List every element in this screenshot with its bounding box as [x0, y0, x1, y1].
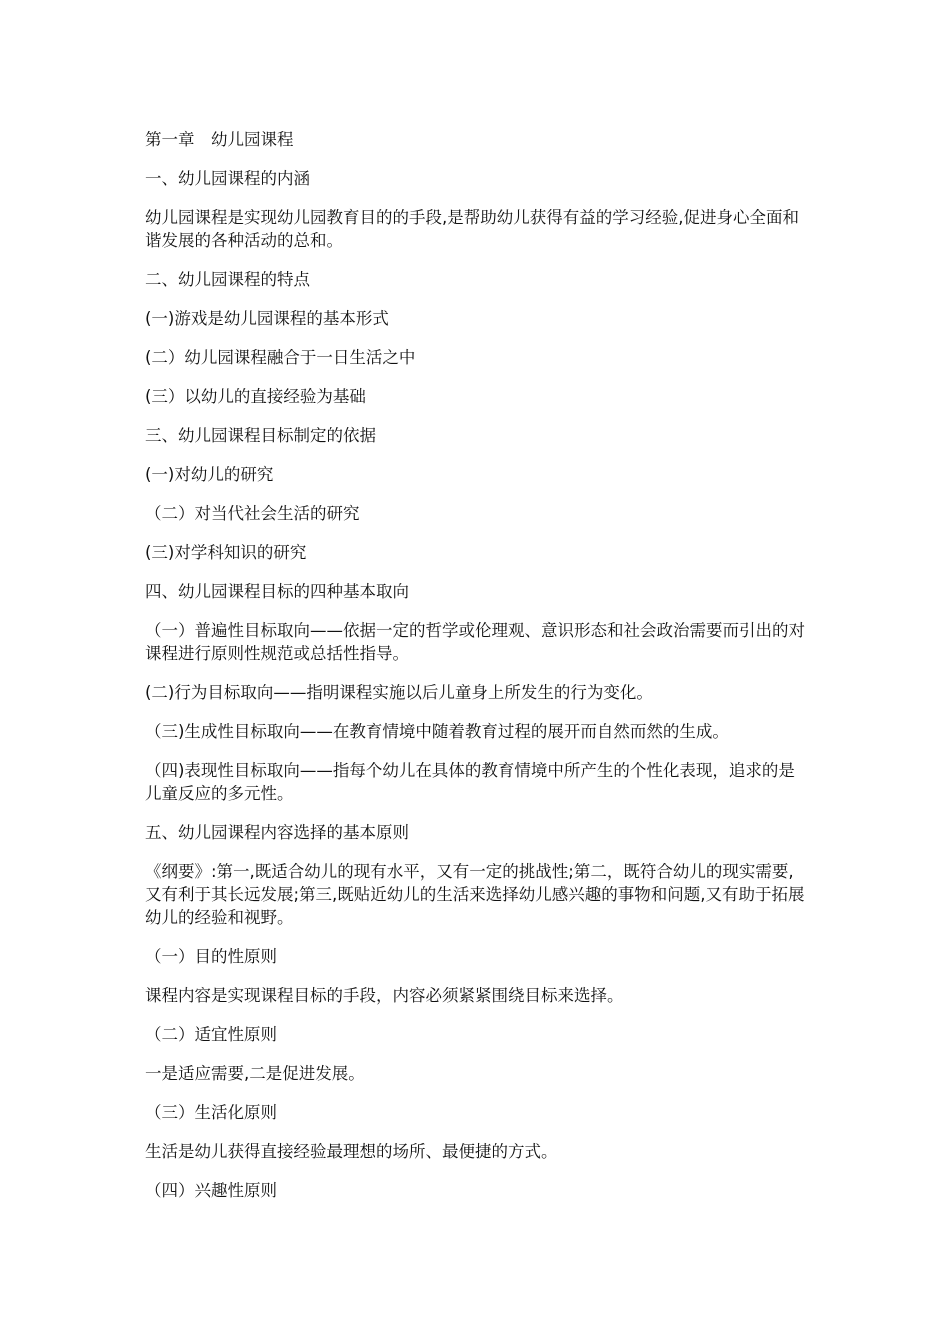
section-heading-5: 五、幼儿园课程内容选择的基本原则 [145, 823, 409, 842]
body-paragraph: 生活是幼儿获得直接经验最理想的场所、最便捷的方式。 [145, 1142, 558, 1161]
subheading: （四）兴趣性原则 [145, 1181, 277, 1200]
list-item: （二）对当代社会生活的研究 [145, 504, 360, 523]
section-heading-1: 一、幼儿园课程的内涵 [145, 169, 310, 188]
list-item: (二)行为目标取向——指明课程实施以后儿童身上所发生的行为变化。 [145, 683, 653, 702]
list-item: (三)对学科知识的研究 [145, 543, 307, 562]
subheading: （一）目的性原则 [145, 947, 277, 966]
body-paragraph: 一是适应需要,二是促进发展。 [145, 1064, 365, 1083]
list-item: （一）普遍性目标取向——依据一定的哲学或伦理观、意识形态和社会政治需要而引出的对课程进行原则性规范或总括性指导。 [145, 621, 805, 663]
section-heading-2: 二、幼儿园课程的特点 [145, 270, 310, 289]
chapter-title: 第一章 幼儿园课程 [145, 130, 294, 149]
list-item: (三）以幼儿的直接经验为基础 [145, 387, 366, 406]
list-item: (一)游戏是幼儿园课程的基本形式 [145, 309, 389, 328]
list-item: (二）幼儿园课程融合于一日生活之中 [145, 348, 416, 367]
section-heading-4: 四、幼儿园课程目标的四种基本取向 [145, 582, 409, 601]
list-item: (一)对幼儿的研究 [145, 465, 274, 484]
subheading: （二）适宜性原则 [145, 1025, 277, 1044]
list-item: （三)生成性目标取向——在教育情境中随着教育过程的展开而自然而然的生成。 [145, 722, 729, 741]
body-paragraph: 幼儿园课程是实现幼儿园教育目的的手段,是帮助幼儿获得有益的学习经验,促进身心全面和谐发展的各种活动的总和。 [145, 208, 799, 250]
body-paragraph: 《纲要》:第一,既适合幼儿的现有水平，又有一定的挑战性;第二，既符合幼儿的现实需要,又有利于其长远发展;第三,既贴近幼儿的生活来选择幼儿感兴趣的事物和问题,又有助于拓展幼儿的经验和视野。 [145, 862, 805, 927]
subheading: （三）生活化原则 [145, 1103, 277, 1122]
document-body [145, 128, 810, 1218]
body-paragraph: 课程内容是实现课程目标的手段，内容必须紧紧围绕目标来选择。 [145, 986, 624, 1005]
section-heading-3: 三、幼儿园课程目标制定的依据 [145, 426, 376, 445]
list-item: （四)表现性目标取向——指每个幼儿在具体的教育情境中所产生的个性化表现，追求的是儿童反应的多元性。 [145, 761, 795, 803]
